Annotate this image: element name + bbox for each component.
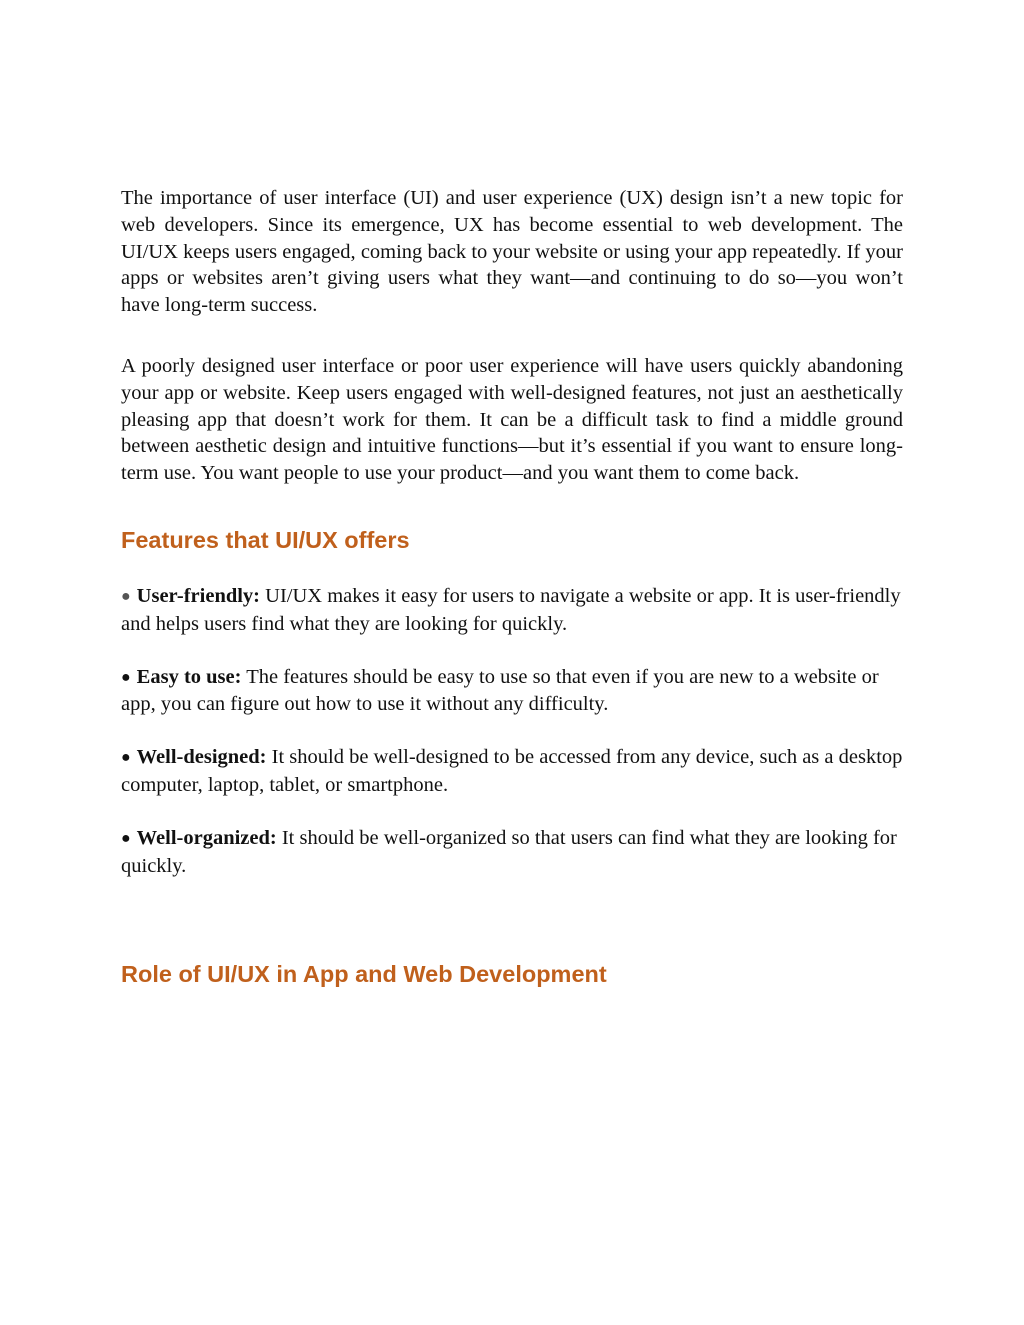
intro-paragraph: The importance of user interface (UI) and user experience (UX) design isn’t a new topic for web developers. Since its emergence, UX has become essential to web development. The UI/UX keeps users engaged, coming back to your website or using your app repeatedly. If your apps or websites aren’t giving users what they want—and continuing to do so—you won’t have long-term success. [121,187,903,317]
feature-text: It should be well-organized so that users can find what they are looking for quickly. [121,826,897,877]
feature-item-user-friendly [121,583,903,638]
bullet-icon: ● [121,749,131,767]
features-heading: Features that UI/UX offers [121,526,410,553]
feature-term: Well-organized: [136,826,277,849]
role-heading: Role of UI/UX in App and Web Development [121,961,607,988]
feature-term: Easy to use: [136,665,242,688]
bullet-icon: ● [121,587,131,605]
document-page [121,185,903,989]
bullet-icon: ● [121,829,131,847]
feature-item-easy-to-use [121,664,903,719]
feature-term: User-friendly: [136,584,261,607]
feature-text: It should be well-designed to be accessed from any device, such as a desktop computer, laptop, tablet, or smartphone. [121,746,903,796]
bullet-icon: ● [121,668,131,686]
feature-text: UI/UX makes it easy for users to navigate a website or app. It is user-friendly and helps users find what they are looking for quickly. [121,584,901,635]
feature-item-well-organized [121,825,903,880]
feature-term: Well-designed: [136,746,267,769]
feature-text: The features should be easy to use so that even if you are new to a website or app, you can figure out how to use it without any difficulty. [121,665,879,716]
design-paragraph: A poorly designed user interface or poor user experience will have users quickly abandoning your app or website. Keep users engaged with well-designed features, not just an aesthetically pleasing app that doesn’t work for them. It can be a difficult task to find a middle ground between aesthetic design and intuitive functions—but it’s essential if you want to ensure long-term use. You want people to use your product—and you want them to come back. [121,354,903,485]
feature-item-well-designed [121,744,903,799]
